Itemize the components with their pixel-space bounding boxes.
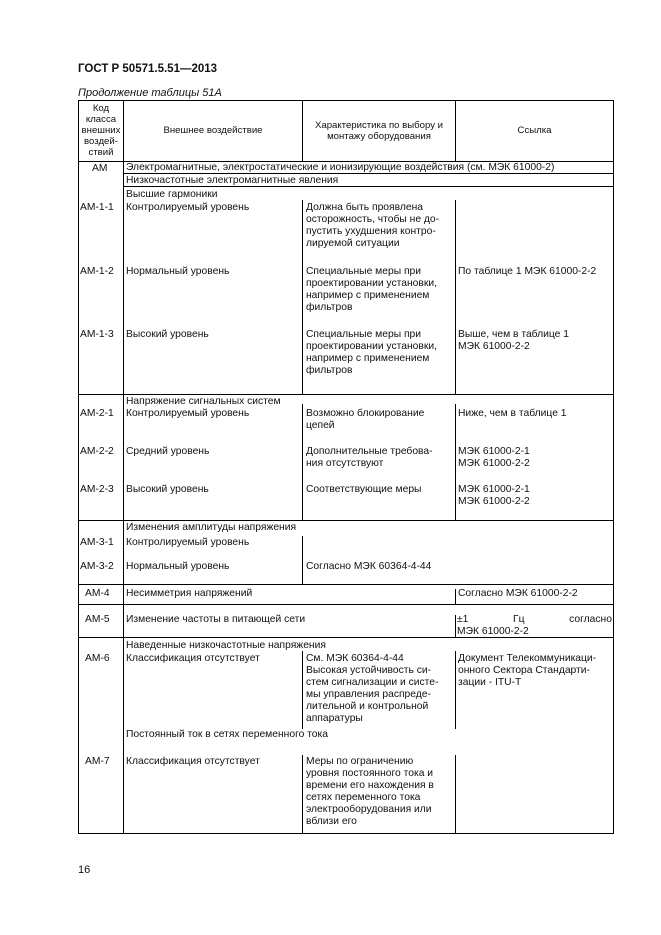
row-characteristic: Возможно блокирование цепей: [306, 408, 425, 431]
row-influence: Контролируемый уровень: [126, 202, 250, 213]
row-reference: Выше, чем в таблице 1 МЭК 61000-2-2: [458, 329, 569, 352]
row-influence: Высокий уровень: [126, 484, 209, 495]
row-code: АМ-7: [85, 756, 110, 767]
row-code: АМ-1-1: [80, 202, 114, 213]
row-influence: Несимметрия напряжений: [126, 588, 253, 599]
page-number: 16: [78, 864, 91, 876]
row-characteristic: Меры по ограничению уровня постоянного тока и времени его нахождения в сетях переменного тока электрооборудования или вблизи его: [306, 756, 434, 827]
row-code: АМ-4: [85, 588, 110, 599]
row-influence: Контролируемый уровень: [126, 408, 250, 419]
signal-title: Напряжение сигнальных систем: [126, 396, 281, 407]
row-influence: Классификация отсутствует: [126, 653, 260, 664]
row-code: АМ-1-2: [80, 266, 114, 277]
row-code: АМ-2-2: [80, 446, 114, 457]
header-characteristic: Характеристика по выбору и монтажу оборудования: [314, 120, 444, 142]
row-characteristic: См. МЭК 60364-4-44 Высокая устойчивость си- стем сигнализации и систе- мы управления распреде- лительной и контрольной аппаратуры: [306, 653, 439, 724]
row-code: АМ-1-3: [80, 329, 114, 340]
row-influence: Высокий уровень: [126, 329, 209, 340]
am-code: АМ: [92, 163, 108, 174]
table-caption: Продолжение таблицы 51А: [78, 87, 222, 99]
row-code: АМ-6: [85, 653, 110, 664]
row-reference: Согласно МЭК 61000-2-2: [458, 588, 578, 599]
row-code: АМ-2-1: [80, 408, 114, 419]
harmonics-title: Высшие гармоники: [126, 189, 218, 200]
row-characteristic: Соответствующие меры: [306, 484, 422, 495]
row-characteristic: Специальные меры при проектировании установки, например с применением фильтров: [306, 266, 437, 313]
row-influence: Нормальный уровень: [126, 266, 230, 277]
induced-title: Наведенные низкочастотные напряжения: [126, 640, 326, 651]
dc-title: Постоянный ток в сетях переменного тока: [126, 729, 328, 740]
amplitude-title: Изменения амплитуды напряжения: [126, 522, 297, 533]
row-reference: Ниже, чем в таблице 1: [458, 408, 567, 419]
row-influence: Контролируемый уровень: [126, 537, 250, 548]
am-title: Электромагнитные, электростатические и ионизирующие воздействия (см. МЭК 61000-2): [126, 162, 555, 173]
document-title: ГОСТ Р 50571.5.51—2013: [78, 63, 218, 75]
row-characteristic: Дополнительные требова- ния отсутствуют: [306, 446, 433, 469]
row-code: АМ-2-3: [80, 484, 114, 495]
row-influence: Нормальный уровень: [126, 561, 230, 572]
row-characteristic: Специальные меры при проектировании установки, например с применением фильтров: [306, 329, 437, 376]
row-reference: По таблице 1 МЭК 61000-2-2: [458, 266, 597, 277]
header-reference: Ссылка: [517, 125, 552, 136]
row-code: АМ-5: [85, 614, 110, 625]
row-characteristic: Должна быть проявлена осторожность, чтобы не до- пустить ухудшения контро- лируемой ситуации: [306, 202, 440, 249]
header-code: Код класса внешних воздей- ствий: [81, 103, 121, 158]
row-influence: Классификация отсутствует: [126, 756, 260, 767]
row-characteristic: Согласно МЭК 60364-4-44: [306, 561, 432, 572]
lowfreq-title: Низкочастотные электромагнитные явления: [126, 175, 339, 186]
row-code: АМ-3-1: [80, 537, 114, 548]
row-influence: Изменение частоты в питающей сети: [126, 614, 306, 625]
header-influence: Внешнее воздействие: [163, 125, 263, 136]
row-influence: Средний уровень: [126, 446, 210, 457]
row-reference: МЭК 61000-2-1 МЭК 61000-2-2: [458, 446, 530, 469]
row-reference: Документ Телекоммуникаци- онного Сектора Стандарти- зации - ITU-T: [458, 653, 597, 688]
row-reference: ±1 Гц согласно МЭК 61000-2-2: [457, 614, 612, 637]
row-reference: МЭК 61000-2-1 МЭК 61000-2-2: [458, 484, 530, 507]
row-code: АМ-3-2: [80, 561, 114, 572]
